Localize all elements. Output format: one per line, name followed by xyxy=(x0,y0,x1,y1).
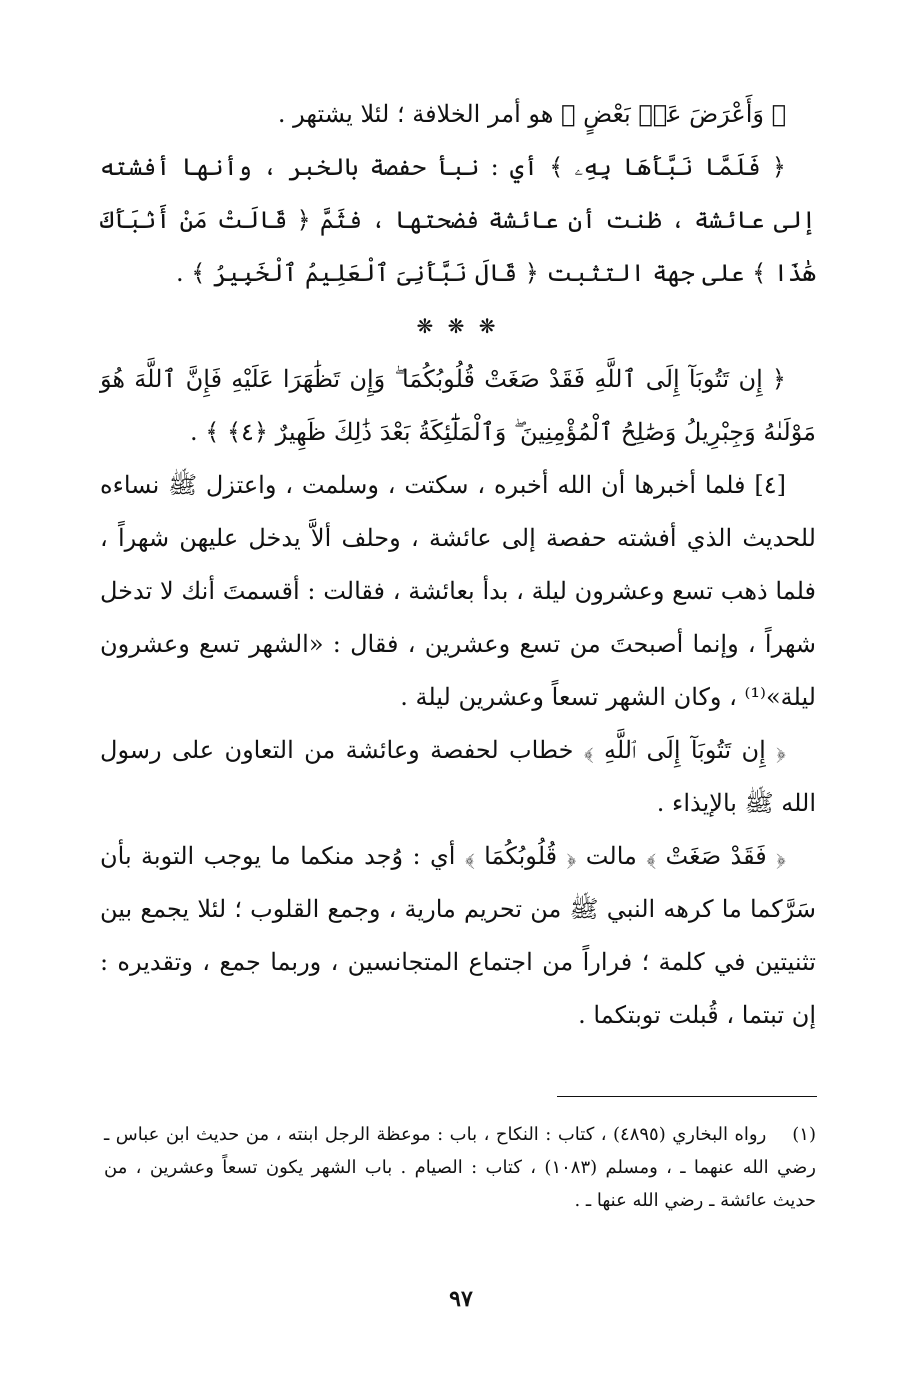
section-separator: ❋ ❋ ❋ xyxy=(416,314,500,338)
main-text xyxy=(100,88,816,1042)
page-number: ٩٧ xyxy=(449,1286,473,1312)
paragraph-in-tatuba: ﴿ إِن تَتُوبَآ إِلَى ٱللَّهِ ﴾ خطاب لحفصة وعائشة من التعاون على رسول الله ﷺ بالإيذاء . xyxy=(100,736,816,817)
quran-verse-4: ﴿ إِن تَتُوبَآ إِلَى ٱللَّهِ فَقَدْ صَغَتْ قُلُوبُكُمَا ۖ وَإِن تَظَٰهَرَا عَلَيْهِ فَإِنَّ ٱللَّهَ هُوَ مَوْلَىٰهُ وَجِبْرِيلُ وَصَٰلِحُ ٱلْمُؤْمِنِينَ ۖ وَٱلْمَلَٰٓئِكَةُ بَعْدَ ذَٰلِكَ ظَهِيرٌ ﴿٤﴾ ﴾ . xyxy=(100,365,816,446)
paragraph-verse-aarada: ﴿ وَأَعْرَضَ عَنۢ بَعْضٍ ﴾ هو أمر الخلافة ؛ لئلا يشتهر . xyxy=(277,100,786,128)
footnote-marker: (١) xyxy=(792,1124,816,1145)
footnote-divider xyxy=(557,1096,817,1097)
footnotes xyxy=(104,1118,816,1217)
footnote-1 xyxy=(104,1118,816,1217)
paragraph-verse-nabbaaha: ﴿ فَلَمَّا نَبَّأَهَا بِهِۦ ﴾ أي : نبأ حفصة بالخبر ، وأنها أفشته إلى عائشة ، ظنت أن عائشة فضحتها ، فثَمَّ ﴿ قَالَتْ مَنْ أَنۢبَأَكَ هَٰذَا ﴾ على جهة التثبت ﴿ قَالَ نَبَّأَنِىَ ٱلْعَلِيمُ ٱلْخَبِيرُ ﴾ . xyxy=(100,153,816,287)
paragraph-faqad-saghat: ﴿ فَقَدْ صَغَتْ ﴾ مالت ﴿ قُلُوبُكُمَا ﴾ أي : وُجد منكما ما يوجب التوبة بأن سَرَّكما ما كرهه النبي ﷺ من تحريم مارية ، وجمع القلوب ؛ لئلا يجمع بين تثنيتين في كلمة ؛ فراراً من اجتماع المتجانسين ، وربما جمع ، وتقديره : إن تبتما ، قُبلت توبتكما . xyxy=(100,842,816,1029)
footnote-text: رواه البخاري (٤٨٩٥) ، كتاب : النكاح ، باب : موعظة الرجل ابنته ، من حديث ابن عباس ـ رضي الله عنهما ـ ، ومسلم (١٠٨٣) ، كتاب : الصيام . باب الشهر يكون تسعاً وعشرين ، من حديث عائشة ـ رضي الله عنها ـ . xyxy=(104,1124,816,1211)
paragraph-commentary-4: [٤] فلما أخبرها أن الله أخبره ، سكتت ، وسلمت ، واعتزل ﷺ نساءه للحديث الذي أفشته حفصة إلى عائشة ، وحلف ألاَّ يدخل عليهن شهراً ، فلما ذهب تسع وعشرون ليلة ، بدأ بعائشة ، فقالت : أقسمتَ أنك لا تدخل شهراً ، وإنما أصبحتَ من تسع وعشرين ، فقال : «الشهر تسع وعشرون ليلة»⁽¹⁾ ، وكان الشهر تسعاً وعشرين ليلة . xyxy=(100,471,816,711)
